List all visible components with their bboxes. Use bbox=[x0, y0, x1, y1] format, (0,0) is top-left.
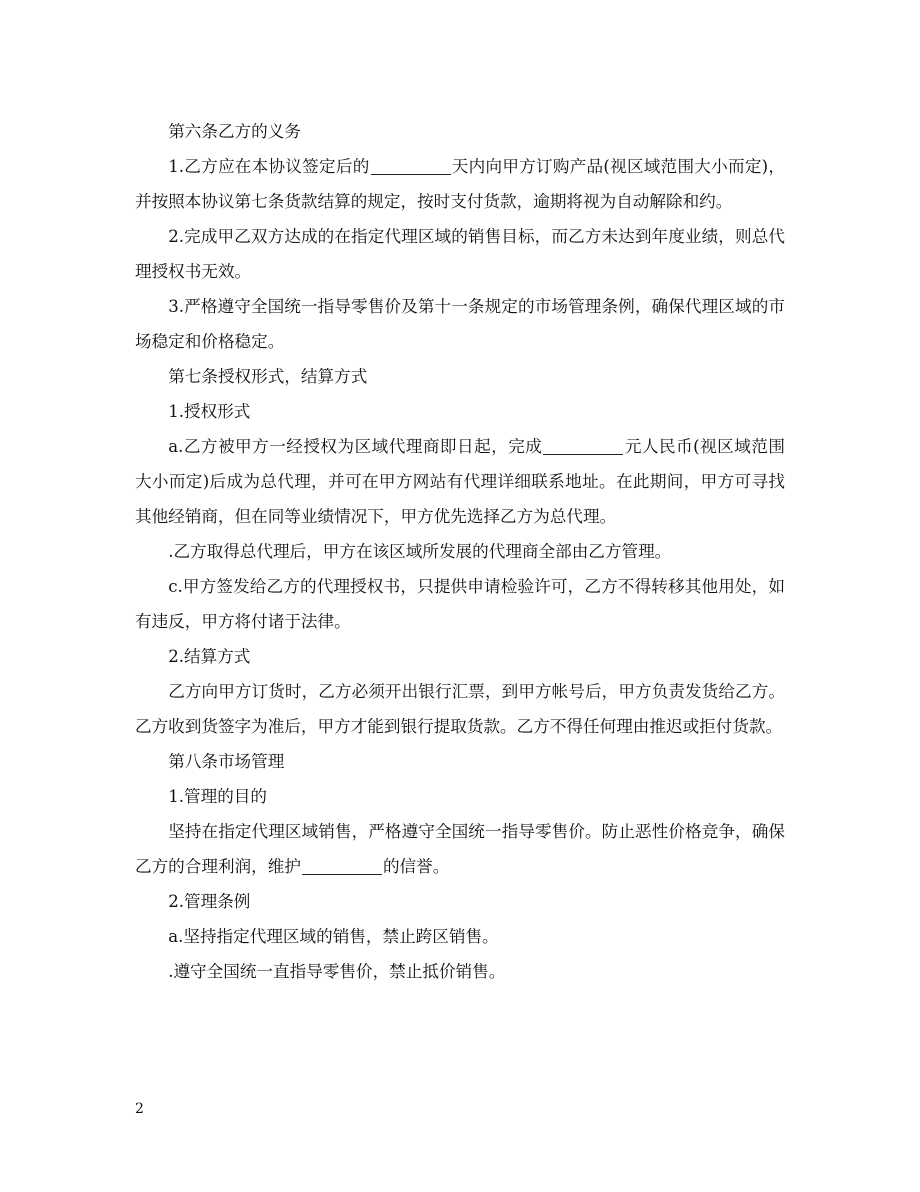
article-6-clause-3: 3.严格遵守全国统一指导零售价及第十一条规定的市场管理条例，确保代理区域的市场稳定和价格稳定。 bbox=[135, 297, 785, 351]
article-7-section-2-heading: 2.结算方式 bbox=[168, 647, 251, 666]
article-7-clause-c: c.甲方签发给乙方的代理授权书，只提供申请检验许可，乙方不得转移其他用处，如有违反，甲方将付诸于法律。 bbox=[135, 577, 785, 631]
blank-amount-field bbox=[543, 437, 623, 455]
article-7-section-1-heading: 1.授权形式 bbox=[168, 402, 251, 421]
blank-days-field bbox=[371, 157, 451, 175]
article-7-settlement-text: 乙方向甲方订货时，乙方必须开出银行汇票，到甲方帐号后，甲方负责发货给乙方。乙方收到货签字为准后，甲方才能到银行提取货款。乙方不得任何理由推迟或拒付货款。 bbox=[135, 682, 785, 736]
article-8-heading: 第八条市场管理 bbox=[168, 752, 285, 771]
blank-reputation-field bbox=[302, 857, 382, 875]
article-8-section-2-heading: 2.管理条例 bbox=[168, 892, 251, 911]
article-7-clause-b: .乙方取得总代理后，甲方在该区域所发展的代理商全部由乙方管理。 bbox=[168, 542, 672, 561]
article-8-section-1-heading: 1.管理的目的 bbox=[168, 787, 267, 806]
article-8-clause-a: a.坚持指定代理区域的销售，禁止跨区销售。 bbox=[168, 927, 499, 946]
page-number: 2 bbox=[135, 1101, 144, 1117]
document-body bbox=[135, 114, 785, 989]
article-8-purpose-text: 坚持在指定代理区域销售，严格遵守全国统一指导零售价。防止恶性价格竞争，确保乙方的合理利润，维护 的信誉。 bbox=[135, 822, 785, 876]
article-6-heading: 第六条乙方的义务 bbox=[168, 122, 301, 141]
article-7-heading: 第七条授权形式，结算方式 bbox=[168, 367, 368, 386]
article-8-clause-b: .遵守全国统一直指导零售价，禁止抵价销售。 bbox=[168, 962, 506, 981]
article-7-clause-a: a.乙方被甲方一经授权为区域代理商即日起，完成 元人民币(视区域范围大小而定)后成为总代理，并可在甲方网站有代理详细联系地址。在此期间，甲方可寻找其他经销商，但在同等业绩情况下，甲方优先选择乙方为总代理。 bbox=[135, 437, 785, 526]
article-6-clause-2: 2.完成甲乙双方达成的在指定代理区域的销售目标，而乙方未达到年度业绩，则总代理授权书无效。 bbox=[135, 227, 785, 281]
article-6-clause-1: 1.乙方应在本协议签定后的 天内向甲方订购产品(视区域范围大小而定)，并按照本协议第七条货款结算的规定，按时支付货款，逾期将视为自动解除和约。 bbox=[135, 157, 785, 211]
